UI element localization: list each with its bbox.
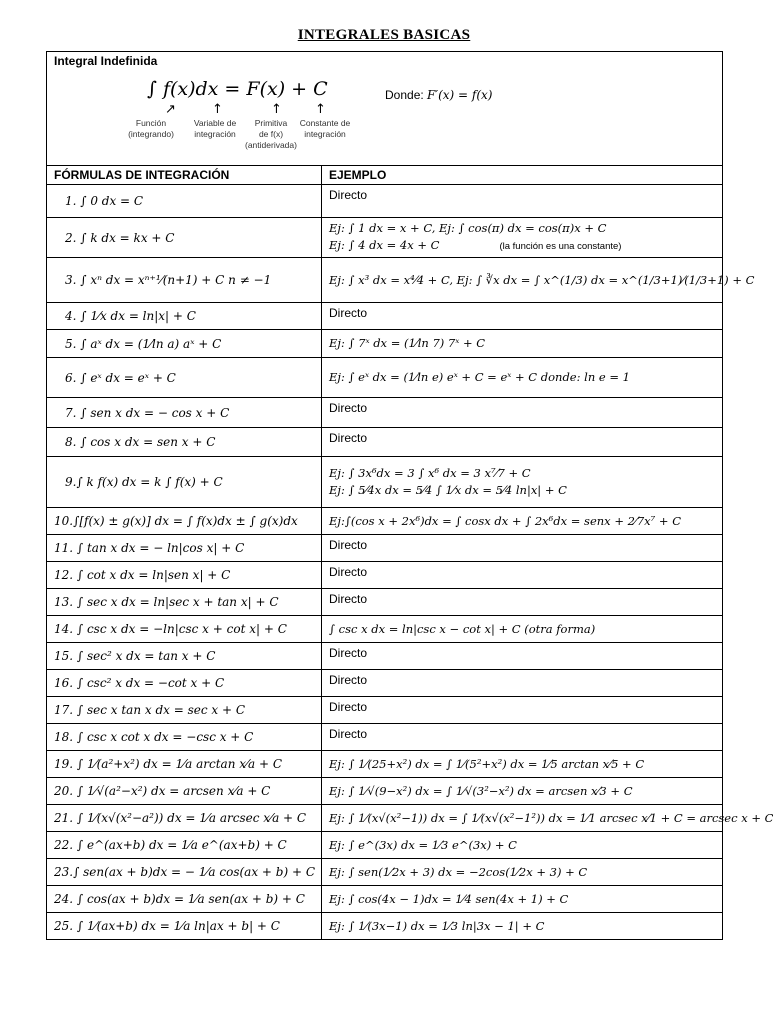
- example-line: Directo: [329, 673, 368, 687]
- rows-body: [47, 185, 773, 940]
- formula-cell: 14. ∫ csc x dx = −ln|csc x + cot x| + C: [47, 616, 322, 643]
- example-cell: [322, 185, 723, 218]
- formula-cell: 1. ∫ 0 dx = C: [47, 185, 322, 218]
- formula-cell: 22. ∫ e^(ax+b) dx = 1⁄a e^(ax+b) + C: [47, 832, 322, 859]
- annotation-text: Constante de integración: [299, 118, 351, 139]
- example-cell: [322, 643, 723, 670]
- formula-cell: 10.∫[f(x) ± g(x)] dx = ∫ f(x)dx ± ∫ g(x)dx: [47, 508, 322, 535]
- table-row: [47, 218, 723, 258]
- table-row: [47, 428, 723, 457]
- table-row: [47, 832, 723, 859]
- example-line: Ej: ∫ 1 dx = x + C, Ej: ∫ cos(π) dx = cos(π)x + C: [329, 221, 607, 235]
- example-cell: [322, 428, 723, 457]
- table-row: [47, 330, 723, 358]
- example-cell: [322, 670, 723, 697]
- annotation-text: Función (integrando): [128, 118, 174, 139]
- example-line: Ej: ∫ 3x⁶dx = 3 ∫ x⁶ dx = 3 x⁷⁄7 + C: [329, 466, 531, 480]
- table-row: [47, 751, 723, 778]
- example-note: (la función es una constante): [499, 241, 622, 252]
- page-title: INTEGRALES BASICAS: [297, 27, 471, 43]
- table-row: [47, 398, 723, 428]
- example-cell: [322, 508, 723, 535]
- example-line: Directo: [329, 188, 368, 202]
- donde-label: Donde:: [385, 88, 424, 102]
- formula-cell: 16. ∫ csc² x dx = −cot x + C: [47, 670, 322, 697]
- example-cell: [322, 398, 723, 428]
- intro-box: [47, 52, 723, 166]
- example-cell: [322, 535, 723, 562]
- example-cell: [322, 589, 723, 616]
- table-row: [47, 562, 723, 589]
- example-cell: [322, 358, 723, 398]
- table-row: [47, 303, 723, 330]
- formula-cell: 8. ∫ cos x dx = sen x + C: [47, 428, 322, 457]
- table-row: [47, 697, 723, 724]
- annotation-function: [115, 118, 187, 140]
- example-line: Ej: ∫ 1⁄(25+x²) dx = ∫ 1⁄(5²+x²) dx = 1⁄5 arctan x⁄5 + C: [329, 756, 645, 771]
- example-line: Ej: ∫ cos(4x − 1)dx = 1⁄4 sen(4x + 1) + C: [329, 891, 569, 906]
- formula-cell: 4. ∫ 1⁄x dx = ln|x| + C: [47, 303, 322, 330]
- example-cell: [322, 457, 723, 508]
- intro-label: Integral Indefinida: [54, 54, 158, 68]
- formula-cell: 23.∫ sen(ax + b)dx = − 1⁄a cos(ax + b) + C: [47, 859, 322, 886]
- example-cell: [322, 330, 723, 358]
- formula-cell: 24. ∫ cos(ax + b)dx = 1⁄a sen(ax + b) + C: [47, 886, 322, 913]
- table-row: [47, 358, 723, 398]
- example-cell: [322, 616, 723, 643]
- formula-cell: 13. ∫ sec x dx = ln|sec x + tan x| + C: [47, 589, 322, 616]
- annotation-text: Variable de integración: [193, 118, 237, 139]
- header-example: EJEMPLO: [322, 166, 723, 185]
- example-line: Ej: ∫ 5⁄4x dx = 5⁄4 ∫ 1⁄x dx = 5⁄4 ln|x| + C: [329, 483, 567, 497]
- table-row: [47, 589, 723, 616]
- formula-cell: 9.∫ k f(x) dx = k ∫ f(x) + C: [47, 457, 322, 508]
- example-line: Directo: [329, 646, 368, 660]
- example-cell: [322, 258, 755, 303]
- table-row: [47, 778, 723, 805]
- arrow-icon: ↑: [315, 102, 326, 117]
- example-line: Ej: ∫ 1⁄(x√(x²−1)) dx = ∫ 1⁄(x√(x²−1²)) dx = 1⁄1 arcsec x⁄1 + C = arcsec x + C: [329, 810, 773, 825]
- example-line-wrap: [329, 237, 722, 255]
- example-line: Ej: ∫ e^(3x) dx = 1⁄3 e^(3x) + C: [329, 837, 517, 852]
- formula-cell: 3. ∫ xⁿ dx = xⁿ⁺¹⁄(n+1) + C n ≠ −1: [47, 258, 322, 303]
- example-cell: [322, 805, 773, 832]
- example-cell: [322, 303, 723, 330]
- table-row: [47, 643, 723, 670]
- annotation-text: Primitiva de f(x) (antiderivada): [245, 118, 297, 150]
- formula-cell: 20. ∫ 1⁄√(a²−x²) dx = arcsen x⁄a + C: [47, 778, 322, 805]
- example-line: Ej: ∫ x³ dx = x⁴⁄4 + C, Ej: ∫ ∛x dx = ∫ x^(1/3) dx = x^(1/3+1)⁄(1/3+1) + C: [329, 272, 755, 287]
- example-line: Directo: [329, 306, 368, 320]
- arrow-icon: ↗: [165, 102, 176, 117]
- example-line: Ej: ∫ sen(1⁄2x + 3) dx = −2cos(1⁄2x + 3) + C: [329, 864, 588, 879]
- example-line: Ej: ∫ 1⁄√(9−x²) dx = ∫ 1⁄√(3²−x²) dx = arcsen x⁄3 + C: [329, 783, 633, 798]
- example-line: Directo: [329, 727, 368, 741]
- example-cell: [322, 859, 723, 886]
- table-row: [47, 185, 723, 218]
- integrals-table: [46, 51, 773, 940]
- example-line: Directo: [329, 538, 368, 552]
- table-row: [47, 457, 723, 508]
- example-cell: [322, 832, 723, 859]
- arrow-icon: ↑: [212, 102, 223, 117]
- table-row: [47, 724, 723, 751]
- example-line: Ej: ∫ 1⁄(3x−1) dx = 1⁄3 ln|3x − 1| + C: [329, 918, 545, 933]
- example-cell: [322, 913, 723, 940]
- formula-cell: 21. ∫ 1⁄(x√(x²−a²)) dx = 1⁄a arcsec x⁄a + C: [47, 805, 322, 832]
- arrow-icon: ↑: [271, 102, 282, 117]
- annotation-constant: [289, 118, 361, 140]
- formula-cell: 15. ∫ sec² x dx = tan x + C: [47, 643, 322, 670]
- formula-cell: 18. ∫ csc x cot x dx = −csc x + C: [47, 724, 322, 751]
- table-row: [47, 508, 723, 535]
- example-cell: [322, 778, 723, 805]
- example-line: Ej:∫(cos x + 2x⁶)dx = ∫ cosx dx + ∫ 2x⁶dx = senx + 2⁄7x⁷ + C: [329, 513, 682, 528]
- example-cell: [322, 562, 723, 589]
- table-row: [47, 670, 723, 697]
- formula-cell: 2. ∫ k dx = kx + C: [47, 218, 322, 258]
- example-cell: [322, 724, 723, 751]
- example-line: Directo: [329, 431, 368, 445]
- formula-cell: 11. ∫ tan x dx = − ln|cos x| + C: [47, 535, 322, 562]
- table-row: [47, 616, 723, 643]
- example-cell: [322, 218, 723, 258]
- main-equation: ∫ f(x)dx = F(x) + C: [147, 78, 328, 100]
- example-line: Directo: [329, 592, 368, 606]
- table-row: [47, 805, 723, 832]
- formula-cell: 19. ∫ 1⁄(a²+x²) dx = 1⁄a arctan x⁄a + C: [47, 751, 322, 778]
- table-row: [47, 913, 723, 940]
- formula-cell: 7. ∫ sen x dx = − cos x + C: [47, 398, 322, 428]
- example-cell: [322, 697, 723, 724]
- example-cell: [322, 886, 723, 913]
- table-row: [47, 859, 723, 886]
- example-line: ∫ csc x dx = ln|csc x − cot x| + C (otra forma): [329, 621, 596, 636]
- formula-cell: 6. ∫ eˣ dx = eˣ + C: [47, 358, 322, 398]
- formula-cell: 5. ∫ aˣ dx = (1⁄ln a) aˣ + C: [47, 330, 322, 358]
- example-line: Directo: [329, 401, 368, 415]
- formula-cell: 12. ∫ cot x dx = ln|sen x| + C: [47, 562, 322, 589]
- table-row: [47, 258, 723, 303]
- table-row: [47, 886, 723, 913]
- formula-cell: 25. ∫ 1⁄(ax+b) dx = 1⁄a ln|ax + b| + C: [47, 913, 322, 940]
- table-row: [47, 535, 723, 562]
- example-line: Directo: [329, 565, 368, 579]
- example-cell: [322, 751, 723, 778]
- donde-note: [385, 88, 492, 102]
- example-line: Ej: ∫ eˣ dx = (1⁄ln e) eˣ + C = eˣ + C donde: ln e = 1: [329, 370, 630, 384]
- example-line: Ej: ∫ 4 dx = 4x + C: [329, 238, 440, 252]
- example-line: Ej: ∫ 7ˣ dx = (1⁄ln 7) 7ˣ + C: [329, 336, 486, 350]
- formula-cell: 17. ∫ sec x tan x dx = sec x + C: [47, 697, 322, 724]
- donde-equation: F′(x) = f(x): [427, 88, 493, 102]
- example-line: Directo: [329, 700, 368, 714]
- header-formulas: FÓRMULAS DE INTEGRACIÓN: [47, 166, 322, 185]
